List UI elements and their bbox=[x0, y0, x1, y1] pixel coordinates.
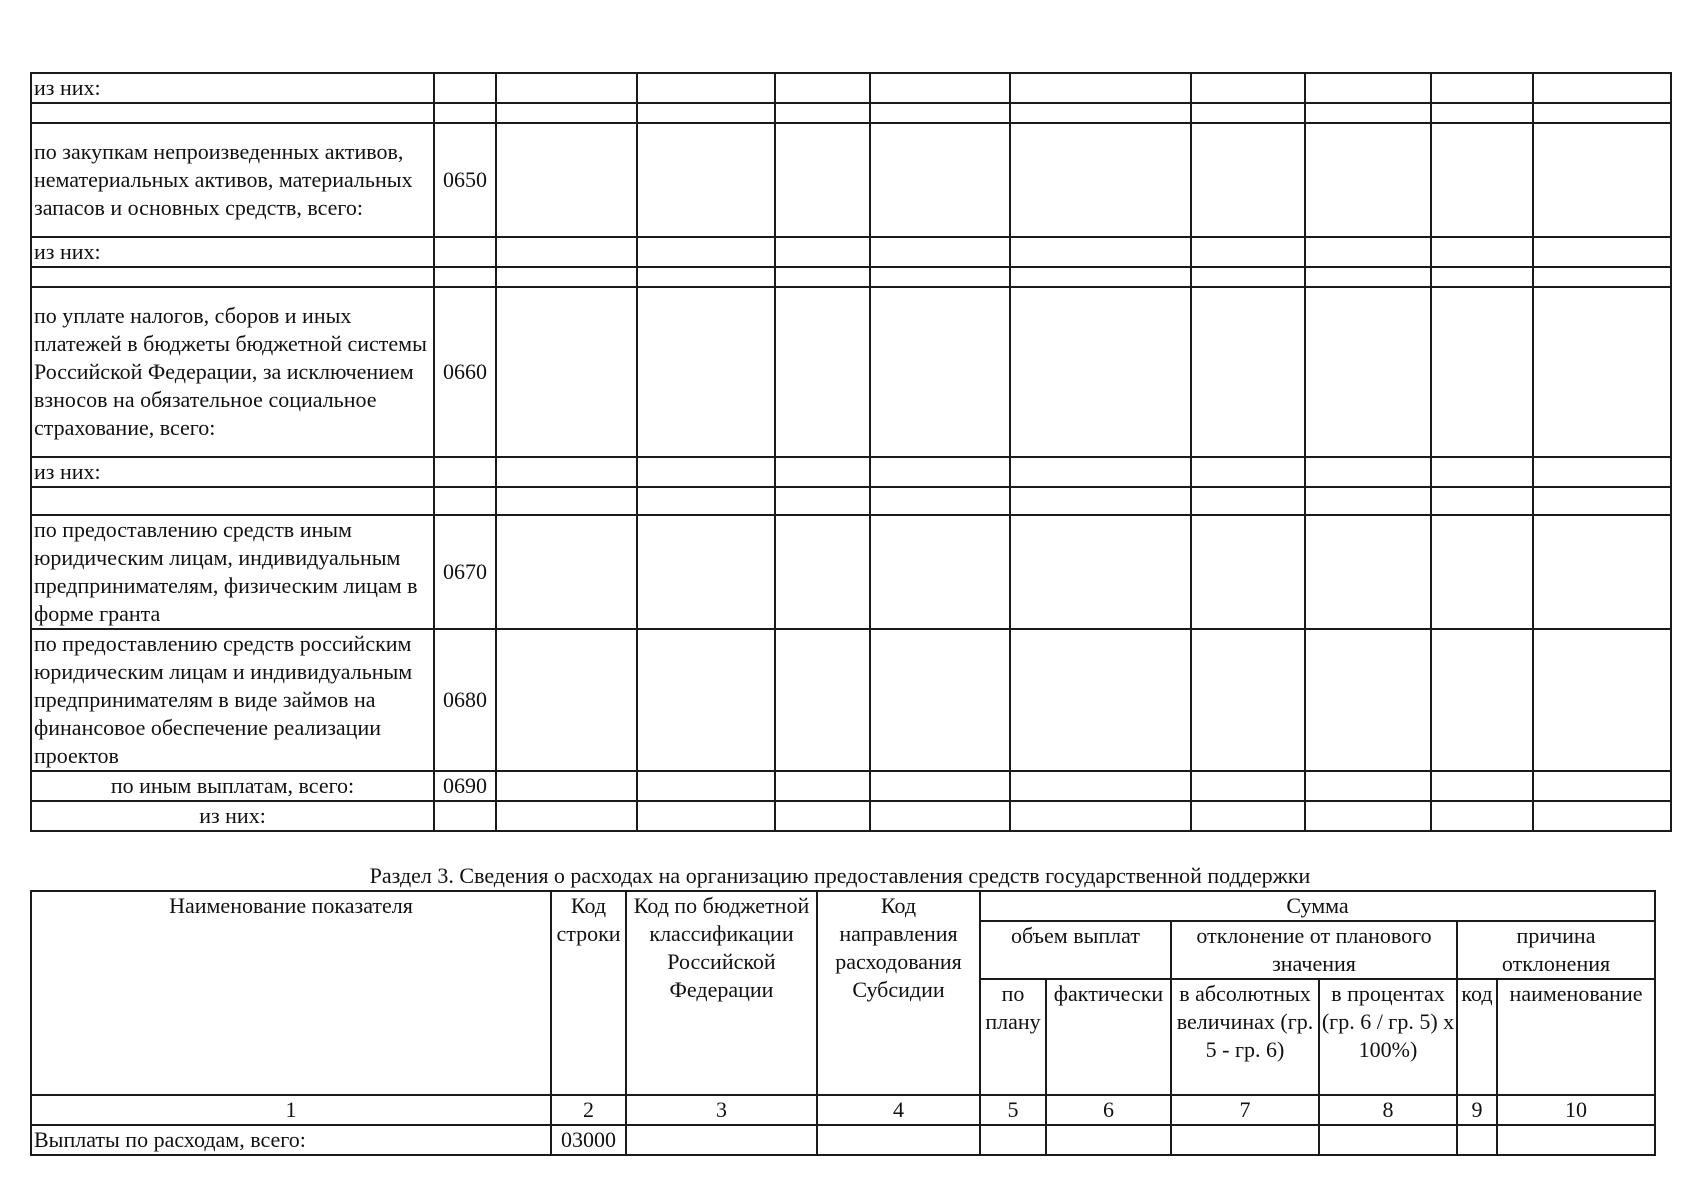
column-numbers-row bbox=[31, 1095, 1655, 1125]
cell bbox=[637, 267, 775, 287]
cell bbox=[496, 487, 637, 515]
column-number: 8 bbox=[1319, 1095, 1457, 1125]
payments-table-body bbox=[31, 73, 1671, 831]
cell bbox=[1010, 267, 1191, 287]
cell bbox=[637, 629, 775, 771]
cell bbox=[496, 629, 637, 771]
column-number: 7 bbox=[1171, 1095, 1319, 1125]
section-3-title: Раздел 3. Сведения о расходах на организацию предоставления средств государственной поддержки bbox=[369, 863, 1311, 888]
table-row bbox=[31, 487, 1671, 515]
column-number: 2 bbox=[551, 1095, 626, 1125]
cell bbox=[870, 629, 1010, 771]
header-reason-code: код bbox=[1457, 979, 1497, 1095]
cell bbox=[496, 515, 637, 629]
header-deviation: отклонение от планового значения bbox=[1171, 921, 1457, 979]
cell bbox=[1533, 771, 1671, 801]
cell bbox=[637, 123, 775, 237]
column-number: 6 bbox=[1046, 1095, 1171, 1125]
table-row bbox=[31, 629, 1671, 771]
cell bbox=[775, 123, 870, 237]
cell bbox=[1533, 73, 1671, 103]
cell bbox=[980, 1125, 1046, 1155]
cell bbox=[1431, 237, 1533, 267]
total-row-code: 03000 bbox=[551, 1125, 626, 1155]
cell bbox=[870, 487, 1010, 515]
cell bbox=[496, 287, 637, 457]
row-name: из них: bbox=[31, 801, 434, 831]
cell bbox=[496, 237, 637, 267]
cell bbox=[1305, 237, 1431, 267]
cell bbox=[637, 771, 775, 801]
total-row bbox=[31, 1125, 1655, 1155]
cell bbox=[817, 1125, 980, 1155]
cell bbox=[1010, 73, 1191, 103]
cell bbox=[1305, 287, 1431, 457]
cell bbox=[870, 123, 1010, 237]
row-name: из них: bbox=[31, 237, 434, 267]
cell bbox=[1191, 515, 1305, 629]
cell bbox=[870, 771, 1010, 801]
cell bbox=[1010, 457, 1191, 487]
header-actual: фактически bbox=[1046, 979, 1171, 1095]
cell bbox=[496, 103, 637, 123]
cell bbox=[1431, 103, 1533, 123]
header-line-code: Код строки bbox=[551, 891, 626, 1095]
cell bbox=[1431, 801, 1533, 831]
cell bbox=[870, 515, 1010, 629]
cell bbox=[1533, 629, 1671, 771]
cell bbox=[775, 73, 870, 103]
cell bbox=[1431, 287, 1533, 457]
total-row-name: Выплаты по расходам, всего: bbox=[31, 1125, 551, 1155]
row-code: 0690 bbox=[434, 771, 496, 801]
header-deviation-reason: причина отклонения bbox=[1457, 921, 1655, 979]
table-row bbox=[31, 771, 1671, 801]
cell bbox=[1305, 103, 1431, 123]
cell bbox=[626, 1125, 817, 1155]
cell bbox=[1533, 457, 1671, 487]
row-code bbox=[434, 237, 496, 267]
cell bbox=[1533, 515, 1671, 629]
cell bbox=[870, 73, 1010, 103]
table-row bbox=[31, 73, 1671, 103]
row-code bbox=[434, 457, 496, 487]
row-name: по закупкам непроизведенных активов, нематериальных активов, материальных запасов и основных средств, всего: bbox=[31, 123, 434, 237]
column-number: 1 bbox=[31, 1095, 551, 1125]
cell bbox=[1319, 1125, 1457, 1155]
cell bbox=[1305, 801, 1431, 831]
cell bbox=[775, 515, 870, 629]
cell bbox=[775, 267, 870, 287]
cell bbox=[1533, 487, 1671, 515]
cell bbox=[1010, 515, 1191, 629]
cell bbox=[637, 515, 775, 629]
row-name: по уплате налогов, сборов и иных платежей в бюджеты бюджетной системы Российской Федерации, за исключением взносов на обязательное социальное страхование, всего: bbox=[31, 287, 434, 457]
row-name: из них: bbox=[31, 457, 434, 487]
row-code bbox=[434, 103, 496, 123]
row-name bbox=[31, 487, 434, 515]
cell bbox=[1533, 123, 1671, 237]
cell bbox=[870, 801, 1010, 831]
cell bbox=[1010, 237, 1191, 267]
cell bbox=[870, 287, 1010, 457]
cell bbox=[637, 287, 775, 457]
row-code: 0650 bbox=[434, 123, 496, 237]
payments-table-continued bbox=[30, 72, 1672, 832]
cell bbox=[1191, 629, 1305, 771]
header-indicator-name: Наименование показателя bbox=[31, 891, 551, 1095]
cell bbox=[1305, 457, 1431, 487]
cell bbox=[1191, 771, 1305, 801]
column-number: 9 bbox=[1457, 1095, 1497, 1125]
cell bbox=[1191, 73, 1305, 103]
cell bbox=[1431, 629, 1533, 771]
cell bbox=[637, 457, 775, 487]
section-3-table bbox=[30, 890, 1656, 1156]
cell bbox=[637, 103, 775, 123]
cell bbox=[775, 771, 870, 801]
cell bbox=[1431, 267, 1533, 287]
cell bbox=[637, 487, 775, 515]
cell bbox=[870, 237, 1010, 267]
cell bbox=[1191, 103, 1305, 123]
cell bbox=[496, 267, 637, 287]
column-number: 10 bbox=[1497, 1095, 1655, 1125]
cell bbox=[870, 103, 1010, 123]
header-payments-volume: объем выплат bbox=[980, 921, 1171, 979]
cell bbox=[1010, 801, 1191, 831]
header-sum: Сумма bbox=[980, 891, 1655, 921]
row-code: 0670 bbox=[434, 515, 496, 629]
header-budget-classification-code: Код по бюджетной классификации Российской Федерации bbox=[626, 891, 817, 1095]
cell bbox=[1305, 267, 1431, 287]
table-row bbox=[31, 287, 1671, 457]
header-plan: по плану bbox=[980, 979, 1046, 1095]
cell bbox=[1191, 457, 1305, 487]
cell bbox=[1010, 771, 1191, 801]
cell bbox=[637, 73, 775, 103]
row-code: 0680 bbox=[434, 629, 496, 771]
cell bbox=[1533, 103, 1671, 123]
header-direction-code: Код направления расходования Субсидии bbox=[817, 891, 980, 1095]
cell bbox=[496, 457, 637, 487]
cell bbox=[1191, 287, 1305, 457]
cell bbox=[1305, 123, 1431, 237]
cell bbox=[1191, 267, 1305, 287]
cell bbox=[496, 771, 637, 801]
cell bbox=[1191, 237, 1305, 267]
cell bbox=[1431, 123, 1533, 237]
cell bbox=[1431, 487, 1533, 515]
table-row bbox=[31, 123, 1671, 237]
cell bbox=[637, 237, 775, 267]
cell bbox=[1191, 123, 1305, 237]
cell bbox=[1191, 487, 1305, 515]
cell bbox=[1305, 515, 1431, 629]
header-percent-deviation: в процентах (гр. 6 / гр. 5) x 100%) bbox=[1319, 979, 1457, 1095]
table-row bbox=[31, 267, 1671, 287]
row-code: 0660 bbox=[434, 287, 496, 457]
row-name: по предоставлению средств иным юридическим лицам, индивидуальным предпринимателям, физическим лицам в форме гранта bbox=[31, 515, 434, 629]
table-row bbox=[31, 515, 1671, 629]
cell bbox=[496, 73, 637, 103]
cell bbox=[1305, 487, 1431, 515]
column-number: 5 bbox=[980, 1095, 1046, 1125]
row-name: по предоставлению средств российским юридическим лицам и индивидуальным предпринимателям в виде займов на финансовое обеспечение реализации проектов bbox=[31, 629, 434, 771]
cell bbox=[1305, 629, 1431, 771]
cell bbox=[1431, 73, 1533, 103]
cell bbox=[1046, 1125, 1171, 1155]
cell bbox=[1533, 287, 1671, 457]
cell bbox=[1431, 771, 1533, 801]
table-row bbox=[31, 457, 1671, 487]
column-number: 4 bbox=[817, 1095, 980, 1125]
cell bbox=[1171, 1125, 1319, 1155]
row-name: из них: bbox=[31, 73, 434, 103]
column-number: 3 bbox=[626, 1095, 817, 1125]
cell bbox=[1533, 267, 1671, 287]
cell bbox=[1431, 515, 1533, 629]
cell bbox=[1010, 487, 1191, 515]
row-name bbox=[31, 103, 434, 123]
cell bbox=[496, 801, 637, 831]
row-name: по иным выплатам, всего: bbox=[31, 771, 434, 801]
cell bbox=[775, 457, 870, 487]
row-name bbox=[31, 267, 434, 287]
table-row bbox=[31, 801, 1671, 831]
cell bbox=[637, 801, 775, 831]
cell bbox=[775, 487, 870, 515]
row-code bbox=[434, 73, 496, 103]
cell bbox=[775, 103, 870, 123]
cell bbox=[1497, 1125, 1655, 1155]
cell bbox=[870, 267, 1010, 287]
cell bbox=[1010, 103, 1191, 123]
cell bbox=[1010, 287, 1191, 457]
table-row bbox=[31, 237, 1671, 267]
cell bbox=[1305, 73, 1431, 103]
cell bbox=[775, 237, 870, 267]
row-code bbox=[434, 801, 496, 831]
cell bbox=[775, 287, 870, 457]
cell bbox=[496, 123, 637, 237]
cell bbox=[1431, 457, 1533, 487]
cell bbox=[1010, 629, 1191, 771]
row-code bbox=[434, 267, 496, 287]
table-row bbox=[31, 103, 1671, 123]
cell bbox=[1533, 801, 1671, 831]
cell bbox=[1010, 123, 1191, 237]
cell bbox=[1457, 1125, 1497, 1155]
cell bbox=[1533, 237, 1671, 267]
cell bbox=[775, 801, 870, 831]
header-absolute-deviation: в абсолютных величинах (гр. 5 - гр. 6) bbox=[1171, 979, 1319, 1095]
header-reason-name: наименование bbox=[1497, 979, 1655, 1095]
row-code bbox=[434, 487, 496, 515]
cell bbox=[870, 457, 1010, 487]
cell bbox=[1191, 801, 1305, 831]
cell bbox=[1305, 771, 1431, 801]
cell bbox=[775, 629, 870, 771]
